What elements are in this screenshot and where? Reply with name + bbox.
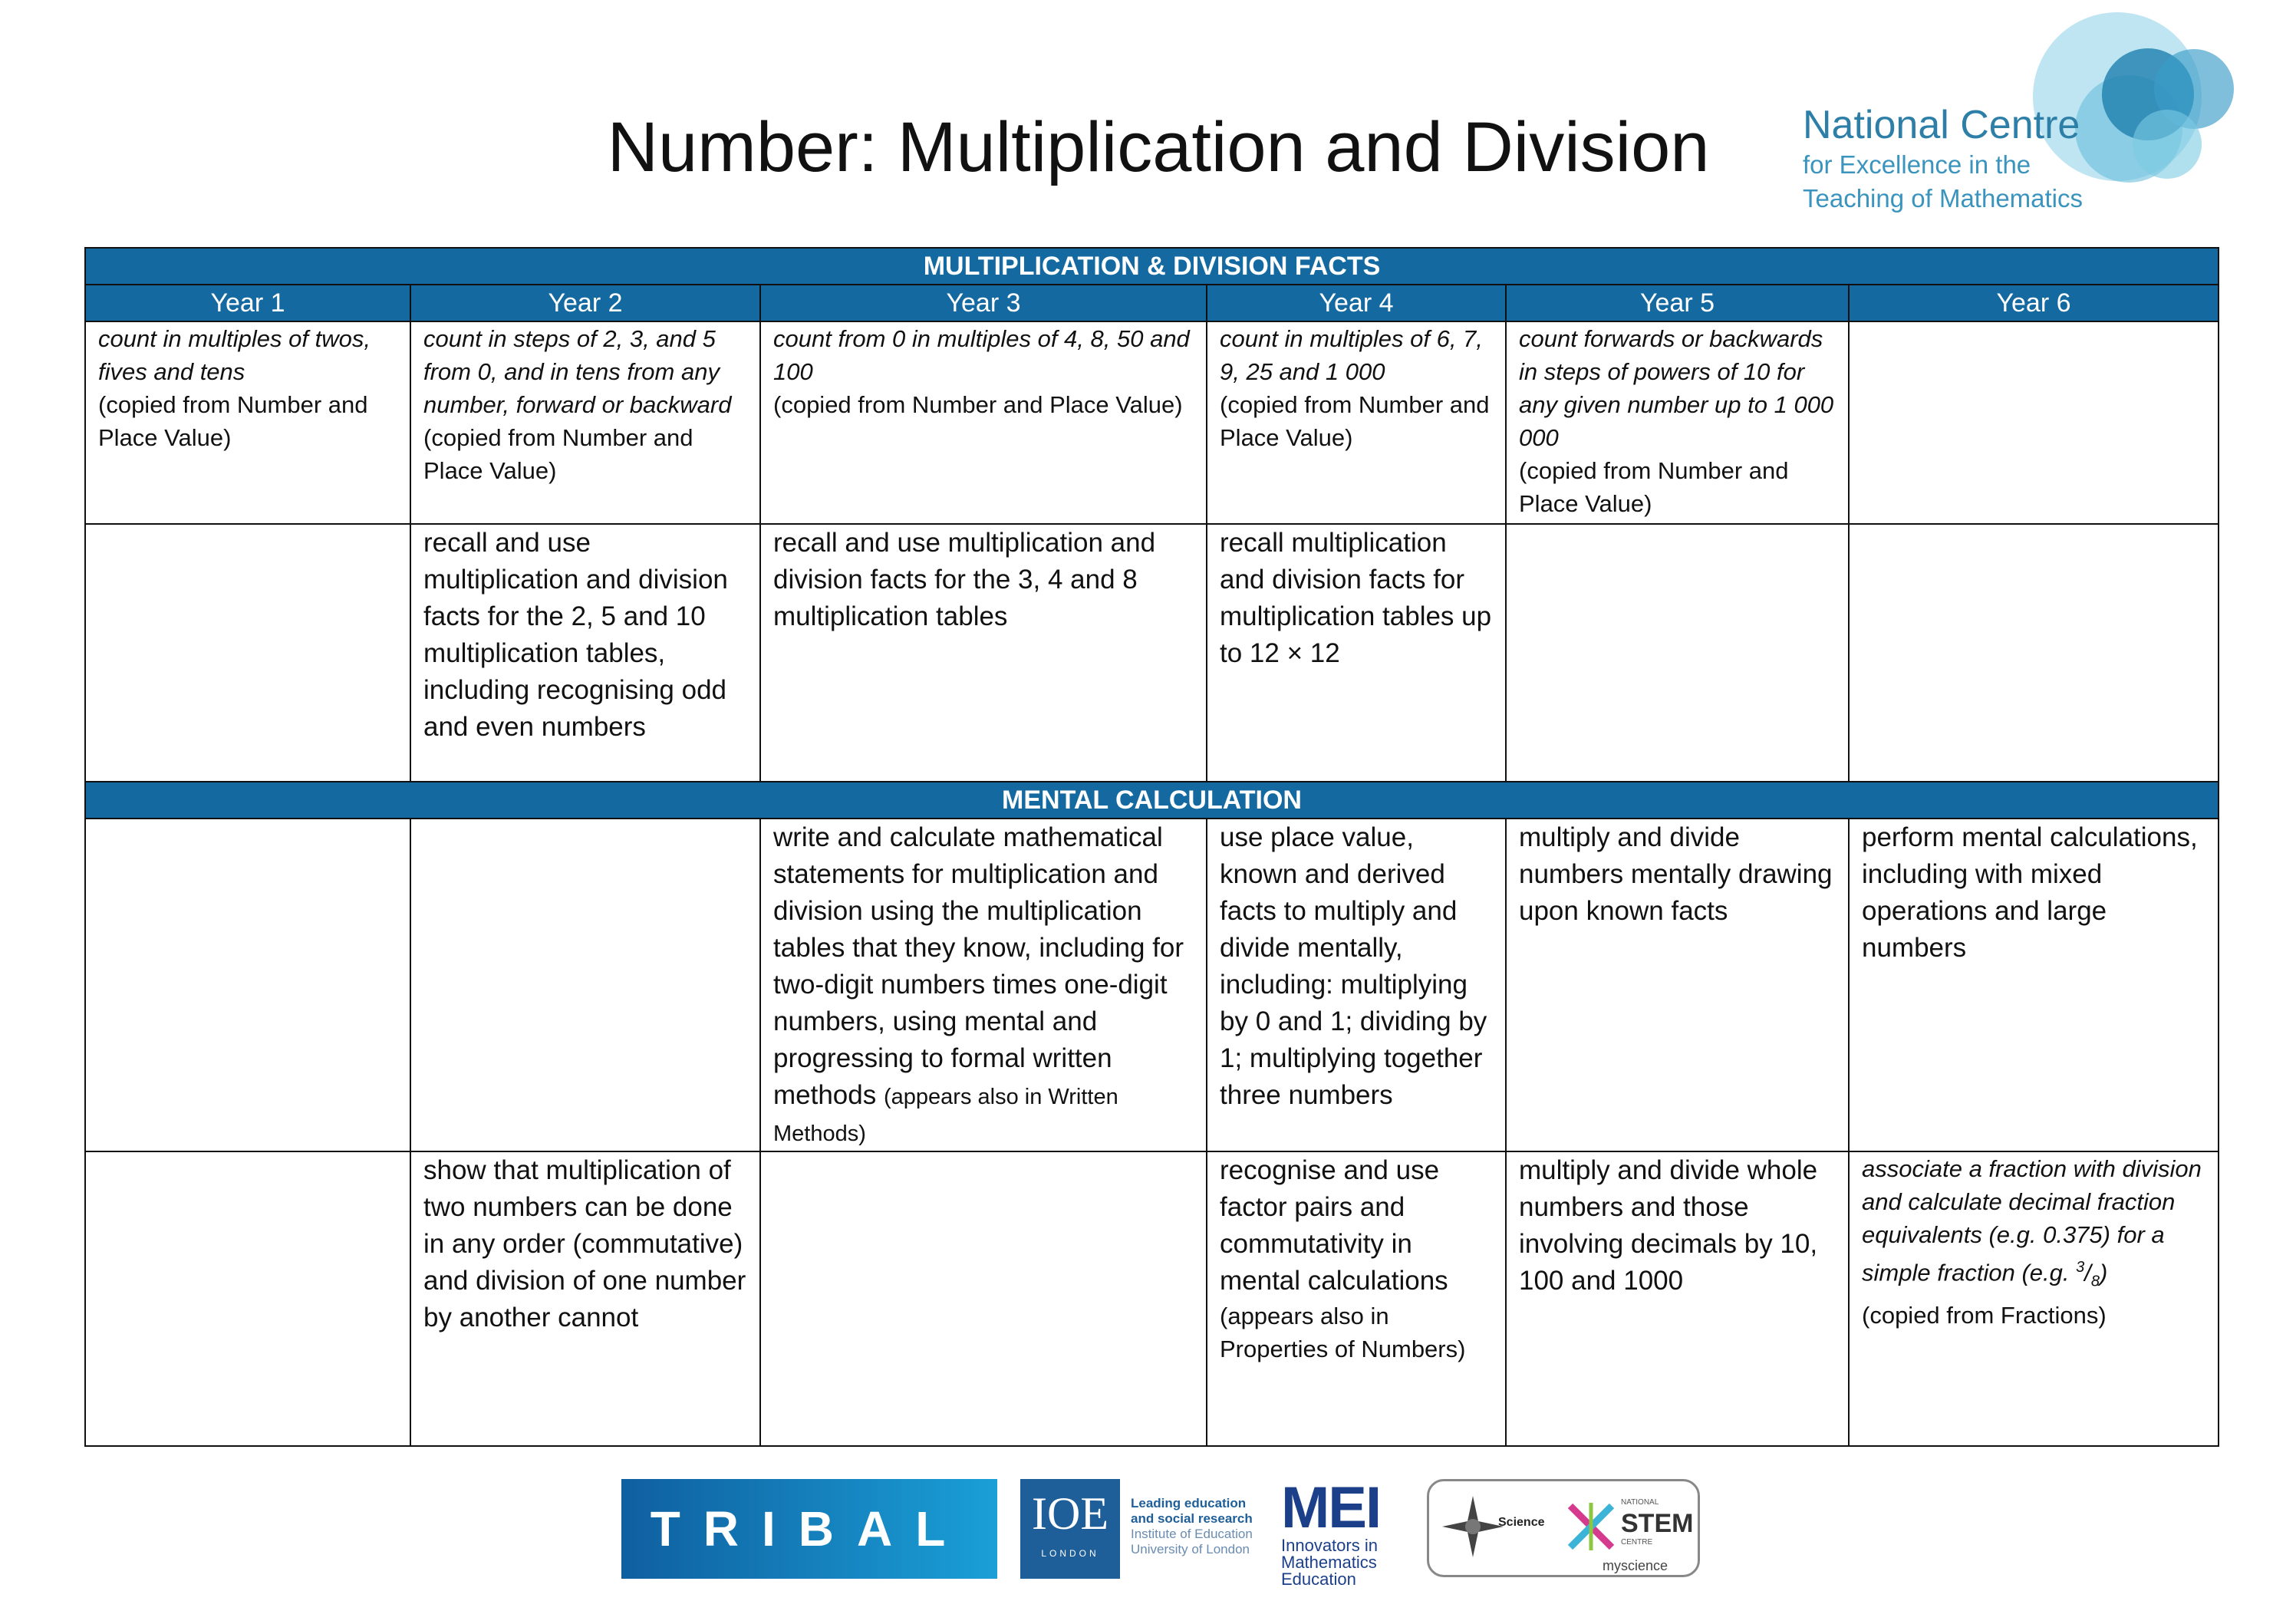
section-heading-row	[85, 248, 2219, 285]
table-cell	[760, 1151, 1207, 1446]
table-row	[85, 321, 2219, 524]
section-heading-row	[85, 782, 2219, 819]
statement-text: associate a fraction with division and calculate decimal fraction equivalents (e.g. 0.375) for a simple fraction (e.g.	[1862, 1155, 2202, 1286]
table-cell	[760, 524, 1207, 782]
statement: multiply and divide numbers mentally drawing upon known facts	[1519, 822, 1833, 926]
source-note: (copied from Number and Place Value)	[1220, 391, 1490, 451]
table-cell	[410, 321, 760, 524]
table-cell	[85, 819, 410, 1151]
table-cell	[1849, 819, 2219, 1151]
table-cell	[1849, 1151, 2219, 1446]
table-row	[85, 819, 2219, 1151]
ioe-sub: LONDON	[1041, 1548, 1099, 1559]
source-note: (copied from Number and Place Value)	[1519, 457, 1789, 517]
source-note: (copied from Number and Place Value)	[773, 391, 1183, 418]
statement: count in steps of 2, 3, and 5 from 0, and in tens from any number, forward or backward	[423, 325, 732, 418]
ioe-line-2: Institute of Education University of London	[1131, 1527, 1253, 1556]
table-cell	[1506, 524, 1849, 782]
table-cell	[410, 1151, 760, 1446]
curriculum-table	[84, 247, 2219, 1447]
section-heading-facts: MULTIPLICATION & DIVISION FACTS	[85, 248, 2219, 285]
table-cell	[1506, 1151, 1849, 1446]
table-cell	[1506, 321, 1849, 524]
table-cell	[85, 1151, 410, 1446]
ioe-logo	[1020, 1479, 1120, 1579]
table-cell	[1207, 321, 1506, 524]
myscience-label: myscience	[1598, 1558, 1672, 1574]
year-header: Year 2	[410, 285, 760, 321]
ncetm-logo	[1787, 6, 2248, 229]
fraction-numerator: 3	[2076, 1259, 2085, 1276]
table-cell	[1207, 1151, 1506, 1446]
ioe-tagline	[1131, 1496, 1261, 1557]
partner-logos	[621, 1473, 1695, 1589]
statement: use place value, known and derived facts to multiply and divide mentally, including: multiplying by 0 and 1; dividing by 1; multiplying together three numbers	[1220, 822, 1487, 1110]
science-star-icon	[1438, 1492, 1507, 1561]
mei-line-1: Innovators in	[1281, 1536, 1378, 1555]
table-cell	[85, 524, 410, 782]
statement-end: )	[2100, 1259, 2108, 1286]
ioe-mark: IOE	[1032, 1488, 1108, 1539]
statement: show that multiplication of two numbers can be done in any order (commutative) and division of one number by another cannot	[423, 1155, 746, 1332]
statement: recognise and use factor pairs and commutativity in mental calculations	[1220, 1155, 1448, 1296]
stem-label: STEM	[1621, 1509, 1694, 1538]
mei-mark: MEI	[1281, 1475, 1381, 1540]
statement	[773, 819, 1194, 1151]
table-cell	[85, 321, 410, 524]
statement: count forwards or backwards in steps of powers of 10 for any given number up to 1 000 000	[1519, 325, 1834, 451]
table-cell	[1207, 819, 1506, 1151]
stem-national: NATIONAL	[1621, 1498, 1659, 1507]
ioe-line-1: Leading education and social research	[1131, 1496, 1253, 1526]
source-note: (copied from Number and Place Value)	[423, 424, 693, 484]
statement: count in multiples of twos, fives and tens	[98, 325, 371, 385]
source-note: (appears also in Properties of Numbers)	[1220, 1303, 1466, 1362]
statement: count from 0 in multiples of 4, 8, 50 and 100	[773, 325, 1190, 385]
statement: recall and use multiplication and division facts for the 2, 5 and 10 multiplication tables, including recognising odd and even numbers	[423, 528, 728, 742]
statement	[1862, 1152, 2205, 1299]
page-title: Number: Multiplication and Division	[607, 108, 1710, 186]
science-stem-logo	[1427, 1479, 1700, 1577]
science-label: Science	[1498, 1516, 1545, 1529]
table-cell	[760, 321, 1207, 524]
statement: recall multiplication and division facts for multiplication tables up to 12 × 12	[1220, 528, 1492, 668]
source-note: (copied from Fractions)	[1862, 1301, 2107, 1329]
table-row	[85, 524, 2219, 782]
source-note: (copied from Number and Place Value)	[98, 391, 368, 451]
table-cell	[410, 524, 760, 782]
ncetm-line-1: National Centre	[1803, 103, 2080, 147]
ncetm-line-2: for Excellence in the	[1803, 150, 2031, 179]
year-header: Year 6	[1849, 285, 2219, 321]
year-header-row	[85, 285, 2219, 321]
tribal-logo: TRIBAL	[621, 1479, 997, 1579]
table-cell	[410, 819, 760, 1151]
statement-text: write and calculate mathematical statements for multiplication and division using the multiplication tables that they know, including for two-digit numbers times one-digit numbers, using mental and progressing to formal written methods	[773, 822, 1184, 1110]
statement: count in multiples of 6, 7, 9, 25 and 1 000	[1220, 325, 1483, 385]
section-heading-mental: MENTAL CALCULATION	[85, 782, 2219, 819]
year-header: Year 3	[760, 285, 1207, 321]
statement: perform mental calculations, including with mixed operations and large numbers	[1862, 822, 2198, 963]
mei-line-3: Education	[1281, 1570, 1356, 1589]
fraction-slash: /	[2084, 1259, 2091, 1286]
statement: recall and use multiplication and division facts for the 3, 4 and 8 multiplication tables	[773, 528, 1156, 631]
mei-logo	[1281, 1475, 1412, 1589]
table-cell	[1506, 819, 1849, 1151]
stem-x-icon	[1564, 1500, 1618, 1553]
year-header: Year 5	[1506, 285, 1849, 321]
stem-centre: CENTRE	[1621, 1538, 1653, 1547]
table-row	[85, 1151, 2219, 1446]
fraction-denominator: 8	[2090, 1273, 2100, 1290]
year-header: Year 1	[85, 285, 410, 321]
table-cell	[1849, 524, 2219, 782]
table-cell	[1849, 321, 2219, 524]
ncetm-line-3: Teaching of Mathematics	[1803, 184, 2084, 212]
table-cell	[760, 819, 1207, 1151]
statement: multiply and divide whole numbers and those involving decimals by 10, 100 and 1000	[1519, 1155, 1818, 1296]
table-cell	[1207, 524, 1506, 782]
year-header: Year 4	[1207, 285, 1506, 321]
source-note: (appears also in Written Methods)	[773, 1085, 1118, 1146]
mei-line-2: Mathematics	[1281, 1553, 1377, 1572]
